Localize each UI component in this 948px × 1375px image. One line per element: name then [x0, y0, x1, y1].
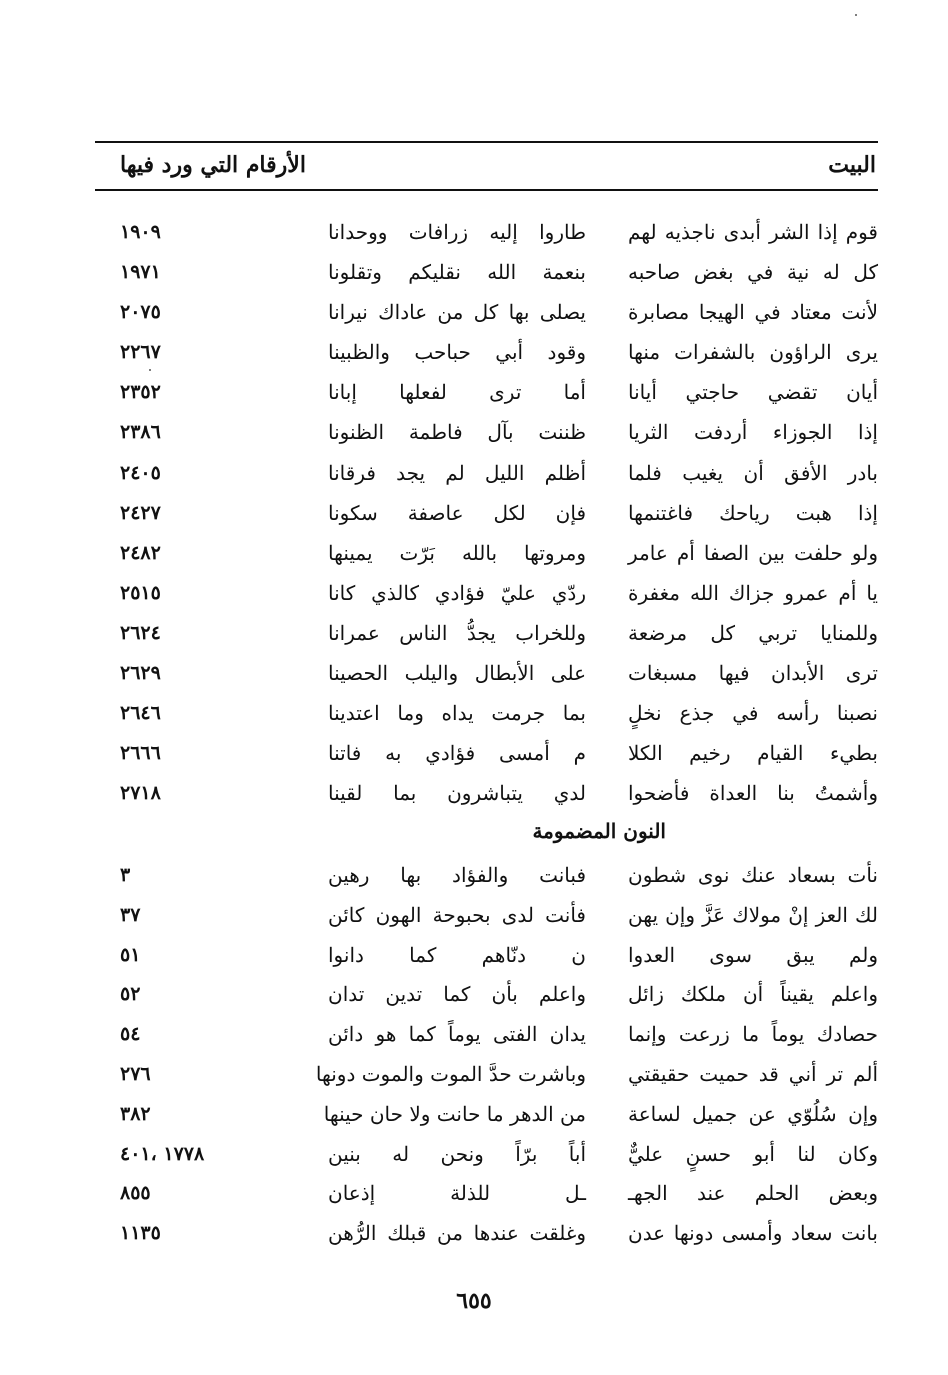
verse-row — [0, 292, 948, 332]
verse-row — [0, 935, 948, 975]
verse-row — [0, 855, 948, 895]
verse-row — [0, 895, 948, 935]
verse-second-hemistich: ردّي عليّ فؤادي كالذي كانا — [328, 580, 586, 605]
reference-numbers: ٥٢ — [120, 983, 141, 1006]
verse-second-hemistich: م أمسى فؤادي به فاتنا — [328, 741, 586, 766]
verse-row — [0, 573, 948, 613]
verse-first-hemistich: وللمنايا تربي كل مرضعة — [628, 620, 878, 645]
verse-row — [0, 372, 948, 412]
verse-second-hemistich: ـل للذلة إذعان — [328, 1181, 586, 1206]
verse-row — [0, 1213, 948, 1253]
verse-second-hemistich: واعلم بأن كما تدين تدان — [328, 982, 586, 1007]
verse-row — [0, 1134, 948, 1174]
verse-first-hemistich: إذا هبت رياحك فاغتنمها — [628, 500, 878, 525]
verse-second-hemistich: فإن لكل عاصفة سكونا — [328, 500, 586, 525]
reference-numbers: ٢٣٨٦ — [120, 421, 161, 444]
verse-second-hemistich: طاروا إليه زرافات ووحدانا — [328, 220, 586, 244]
verse-second-hemistich: وللخراب يجدُّ الناس عمرانا — [328, 620, 586, 645]
reference-numbers: ٢٤٠٥ — [120, 461, 161, 484]
verse-first-hemistich: بانت سعاد وأمسى دونها عدن — [628, 1221, 878, 1246]
verse-row — [0, 1054, 948, 1094]
reference-numbers: ٢٦٦٦ — [120, 742, 161, 765]
verse-second-hemistich: أظلم الليل لم يجد فرقانا — [328, 460, 586, 485]
verse-second-hemistich: لدي يتباشرون بما لقينا — [328, 781, 586, 806]
verse-row — [0, 1173, 948, 1213]
verse-second-hemistich: ومروتها بالله بَرّت يمينها — [328, 540, 586, 565]
verse-second-hemistich: بما جرمت يداه وما اعتدينا — [328, 701, 586, 726]
reference-numbers: ١٩٠٩ — [120, 221, 161, 243]
reference-numbers: ٢٠٧٥ — [120, 301, 161, 324]
reference-numbers: ٣٧ — [120, 903, 141, 926]
verse-row — [0, 332, 948, 372]
verse-first-hemistich: كل له نية في بغض صاحبه — [628, 260, 878, 285]
verse-row — [0, 773, 948, 813]
verse-row — [0, 974, 948, 1014]
verse-row — [0, 493, 948, 533]
reference-numbers: ٢٦٢٩ — [120, 662, 161, 685]
verse-row — [0, 212, 948, 252]
verse-first-hemistich: واعلم يقيناً أن ملكك زائل — [628, 982, 878, 1007]
verse-first-hemistich: وكان لنا أبو حسنٍ عليٌّ — [628, 1141, 878, 1166]
verse-first-hemistich: نصبنا رأسه في جذع نخلٍ — [628, 701, 878, 726]
verse-row — [0, 733, 948, 773]
verse-second-hemistich: ن دنّاهم كما دانوا — [328, 942, 586, 967]
verse-first-hemistich: وإن سُلُوّي عن جميل لساعة — [628, 1101, 878, 1126]
section-heading: النون المضمومة — [532, 819, 666, 843]
reference-numbers: ٨٥٥ — [120, 1182, 151, 1205]
page-number: ٦٥٥ — [456, 1288, 492, 1314]
reference-numbers: ٢٤٢٧ — [120, 501, 161, 524]
verse-second-hemistich: بنعمة الله نقليكم وتقلونا — [328, 260, 586, 285]
speck-mark — [855, 14, 857, 16]
reference-numbers: ٢٢٦٧ — [120, 341, 161, 364]
verse-second-hemistich: وباشرت حدَّ الموت والموت دونها — [315, 1061, 586, 1086]
reference-numbers: ١٩٧١ — [120, 261, 161, 284]
verse-first-hemistich: يا أم عمرو جزاك الله مغفرة — [628, 580, 878, 605]
column-heading-verse: البيت — [828, 152, 876, 178]
verse-first-hemistich: وأشمتُ بنا العداة فأضحوا — [628, 781, 878, 806]
column-heading-numbers: الأرقام التي ورد فيها — [120, 152, 306, 178]
verse-first-hemistich: بادر الأفق أن يغيب فلما — [628, 460, 878, 485]
reference-numbers: ١١٣٥ — [120, 1222, 161, 1245]
verse-first-hemistich: ولم يبق سوى العدوا — [628, 942, 878, 967]
header-top-rule — [95, 141, 878, 143]
verse-row — [0, 653, 948, 693]
reference-numbers: ٢٥١٥ — [120, 581, 161, 604]
reference-numbers: ٣ — [120, 864, 131, 886]
reference-numbers: ٥٤ — [120, 1023, 141, 1046]
reference-numbers: ٢٧١٨ — [120, 782, 161, 805]
verse-row — [0, 693, 948, 733]
reference-numbers: ٢٦٤٦ — [120, 702, 161, 725]
reference-numbers: ٢٦٢٤ — [120, 621, 161, 644]
verse-list-section-1 — [0, 212, 948, 813]
header-bottom-rule — [95, 189, 878, 191]
verse-first-hemistich: لأنت معتاد في الهيجا مصابرة — [628, 300, 878, 325]
verse-second-hemistich: من الدهر ما حانت ولا حان حينها — [323, 1101, 586, 1126]
verse-row — [0, 453, 948, 493]
verse-first-hemistich: نأت بسعاد عنك نوى شطون — [628, 863, 878, 887]
verse-first-hemistich: ترى الأبدان فيها مسبغات — [628, 661, 878, 686]
verse-second-hemistich: يدان الفتى يوماً كما هو دائن — [328, 1022, 586, 1047]
verse-row — [0, 1094, 948, 1134]
verse-first-hemistich: ألم تر أني قد حميت حقيقتي — [628, 1061, 878, 1086]
reference-numbers: ٢٤٨٢ — [120, 541, 161, 564]
verse-first-hemistich: قوم إذا الشر أبدى ناجذيه لهم — [628, 220, 878, 244]
verse-second-hemistich: على الأبطال واليلب الحصينا — [328, 661, 586, 686]
verse-second-hemistich: وقود أبي حباحب والظبينا — [328, 340, 586, 365]
verse-second-hemistich: فأنت لدى بحبوحة الهون كائن — [328, 902, 586, 927]
verse-second-hemistich: أما ترى لفعلها إبانا — [328, 380, 586, 405]
verse-row — [0, 412, 948, 452]
verse-first-hemistich: إذا الجوزاء أردفت الثريا — [628, 420, 878, 445]
reference-numbers: ٢٣٥٢ — [120, 381, 161, 404]
verse-second-hemistich: ظننت بآل فاطمة الظنونا — [328, 420, 586, 445]
verse-first-hemistich: ولو حلفت بين الصفا أم عامر — [628, 540, 878, 565]
verse-first-hemistich: بطيء القيام رخيم الكلا — [628, 741, 878, 766]
verse-row — [0, 252, 948, 292]
reference-numbers: ١٧٧٨ ،٤٠١ — [120, 1142, 205, 1165]
verse-row — [0, 1014, 948, 1054]
verse-first-hemistich: حصادك يوماً ما زرعت وإنما — [628, 1022, 878, 1047]
verse-second-hemistich: يصلى بها كل من عاداك نيرانا — [328, 300, 586, 325]
verse-second-hemistich: فبانت والفؤاد بها رهين — [328, 863, 586, 887]
verse-first-hemistich: لك العز إنْ مولاك عَزَّ وإن يهن — [628, 902, 878, 927]
verse-list-section-2 — [0, 855, 948, 1253]
verse-first-hemistich: يرى الراؤون بالشفرات منها — [628, 340, 878, 365]
verse-second-hemistich: وغلقت عندها من قبلك الرُّهن — [328, 1221, 586, 1246]
verse-row — [0, 613, 948, 653]
reference-numbers: ٥١ — [120, 943, 141, 966]
verse-row — [0, 533, 948, 573]
verse-first-hemistich: وبعض الحلم عند الجهـ — [628, 1181, 878, 1206]
verse-second-hemistich: أباً برّاً ونحن له بنين — [328, 1141, 586, 1166]
reference-numbers: ٢٧٦ — [120, 1062, 151, 1085]
reference-numbers: ٣٨٢ — [120, 1102, 151, 1125]
verse-first-hemistich: أيان تقضي حاجتي أيانا — [628, 380, 878, 405]
